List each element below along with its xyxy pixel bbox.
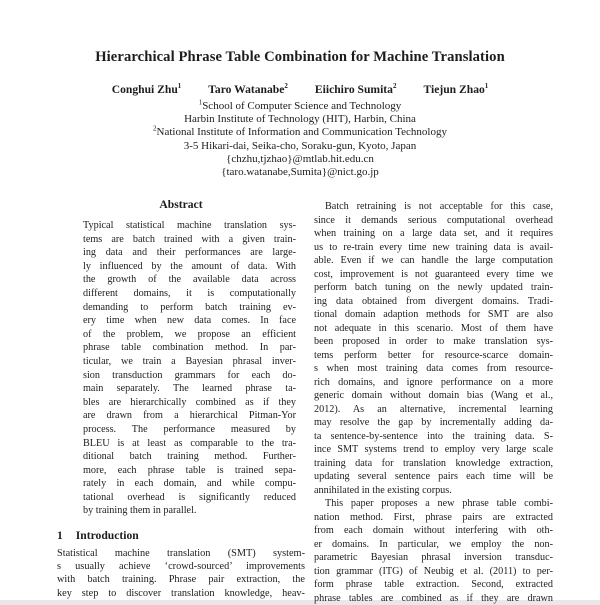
affiliation-line: {taro.watanabe,Sumita}@nict.go.jp bbox=[221, 166, 379, 179]
introduction-body bbox=[57, 547, 305, 600]
paragraph bbox=[314, 497, 553, 604]
affiliation-block bbox=[0, 100, 600, 179]
text-line: tems perform better for resource-scarce domain- bbox=[314, 349, 553, 361]
text-line: main separately. The learned phrase ta- bbox=[83, 383, 296, 395]
text-line: 2012). As an alternative, incremental learning bbox=[314, 403, 553, 415]
author: Eiichiro Sumita$^2$ bbox=[314, 82, 397, 96]
text-line: ly influenced by the amount of data. With bbox=[83, 260, 296, 272]
text-line: been proposed in order to make translation sys- bbox=[314, 336, 553, 347]
text-line: er domains. In particular, we employ the non- bbox=[314, 538, 553, 550]
text-line: phrase tables are combined as if they are drawn bbox=[314, 592, 553, 604]
text-line: since it demands serious computational overhead bbox=[314, 214, 553, 226]
text-line: Batch retraining is not acceptable for this case, bbox=[325, 201, 553, 212]
text-line: cost, improvement is not guaranteed every time we bbox=[314, 268, 553, 280]
section-heading-introduction bbox=[57, 529, 305, 542]
text-line: s usually achieve ‘crowd-sourced’ improvements bbox=[57, 561, 305, 573]
author: Tiejun Zhao$^1$ bbox=[423, 82, 489, 96]
text-line: us to re-train every time new training data is avail- bbox=[314, 241, 553, 253]
text-line: phrase table combination method. In par- bbox=[83, 342, 296, 354]
affiliation-line: Harbin Institute of Technology (HIT), Harbin, China bbox=[184, 113, 416, 126]
text-line: ery time when new data comes. In face bbox=[83, 315, 296, 327]
affiliation-line: $^2$National Institute of Information and Communication Technology bbox=[153, 124, 447, 139]
text-line: form phrase table extraction. Second, extracted bbox=[314, 579, 553, 590]
text-line: tems are batch trained with a given train- bbox=[83, 233, 296, 245]
text-line: training data for translation knowledge extraction, bbox=[314, 457, 553, 469]
text-line: ing data obtained from divergent domains. Tradi- bbox=[314, 295, 553, 307]
text-line: tional domain adaption methods for SMT are also bbox=[314, 309, 553, 320]
text-line: when training on a large data set, and it requires bbox=[314, 228, 553, 239]
text-line: by training them in parallel. bbox=[83, 505, 197, 517]
text-line: not adequate in this scenario. Most of them have bbox=[314, 322, 553, 334]
text-line: key step to discover translation knowledge, heav- bbox=[57, 587, 305, 599]
text-line: updating several sentence pairs each time will be bbox=[314, 471, 553, 482]
right-column bbox=[314, 196, 553, 604]
text-line: the growth of the available data across bbox=[83, 274, 296, 286]
abstract-heading: Abstract bbox=[159, 198, 203, 211]
author: Taro Watanabe$^2$ bbox=[208, 82, 288, 96]
two-column-body bbox=[57, 196, 553, 604]
paragraph bbox=[83, 219, 296, 518]
affiliation-line: {chzhu,tjzhao}@mtlab.hit.edu.cn bbox=[226, 152, 374, 165]
text-line: perform batch tuning on the newly updated train- bbox=[314, 282, 553, 293]
left-column bbox=[57, 196, 305, 600]
text-line: ince SMT systems trend to employ very large scale bbox=[314, 444, 553, 455]
section-title: Introduction bbox=[75, 529, 139, 543]
paragraph bbox=[314, 200, 553, 497]
text-line: ditional batch training method. Further- bbox=[83, 451, 296, 463]
abstract-body bbox=[83, 219, 296, 518]
paper-title: Hierarchical Phrase Table Combination for Machine Translation bbox=[95, 49, 505, 65]
text-line: of the problem, we propose an efficient bbox=[83, 328, 296, 340]
text-line: with batch training. Phrase pair extraction, the bbox=[57, 574, 305, 586]
text-line: more, each phrase table is trained sepa- bbox=[83, 464, 296, 476]
text-line: parametric Bayesian phrasal inversion transduc- bbox=[314, 552, 553, 563]
text-line: bles are hierarchically combined as if they bbox=[83, 396, 296, 408]
text-line: rately in each domain, and while compu- bbox=[83, 478, 296, 490]
affiliation-line: $^1$School of Computer Science and Technology bbox=[198, 98, 402, 112]
text-line: may resolve the gap by incrementally adding da- bbox=[314, 417, 553, 428]
author: Conghui Zhu$^1$ bbox=[111, 82, 182, 96]
text-line: sion transduction grammars for each do- bbox=[83, 369, 296, 381]
text-line: different domains, it is computationally bbox=[83, 287, 296, 299]
text-line: are drawn from a hierarchical Pitman-Yor bbox=[83, 410, 296, 422]
text-line: tion grammar (ITG) of Neubig et al. (2011) to per- bbox=[314, 565, 553, 577]
text-line: ing data and their performances are large- bbox=[83, 247, 296, 259]
text-line: Statistical machine translation (SMT) system- bbox=[57, 548, 305, 560]
text-line: generic domain without domain bias (Wang et al., bbox=[314, 390, 553, 401]
text-line: ta sentence-by-sentence into the training data. S- bbox=[314, 430, 553, 442]
text-line: This paper proposes a new phrase table combi- bbox=[325, 498, 553, 509]
text-line: BLEU is at least as comparable to the tra- bbox=[83, 437, 296, 449]
text-line: Typical statistical machine translation sys- bbox=[83, 220, 296, 231]
text-line: tational overhead is significantly reduced bbox=[83, 491, 296, 503]
author-list bbox=[0, 83, 600, 96]
text-line: s when most training data comes from resource- bbox=[314, 363, 553, 374]
text-line: from each domain without interfering with oth- bbox=[314, 525, 553, 536]
section-number: 1 bbox=[57, 529, 63, 543]
text-line: nation method. First, phrase pairs are extracted bbox=[314, 511, 553, 523]
text-line: able. Even if we can handle the large computation bbox=[314, 255, 553, 266]
text-line: annihilated in the existing corpus. bbox=[314, 484, 452, 496]
paragraph bbox=[57, 547, 305, 600]
text-line: demanding to perform batch training ev- bbox=[83, 301, 296, 313]
text-line: process. The performance measured by bbox=[83, 423, 296, 435]
paper-header bbox=[0, 49, 600, 179]
text-line: ticular, we train a Bayesian phrasal inver- bbox=[83, 355, 296, 367]
text-line: rich domains, and ignore performance on a more bbox=[314, 376, 553, 388]
affiliation-line: 3-5 Hikari-dai, Seika-cho, Soraku-gun, Kyoto, Japan bbox=[183, 139, 417, 152]
